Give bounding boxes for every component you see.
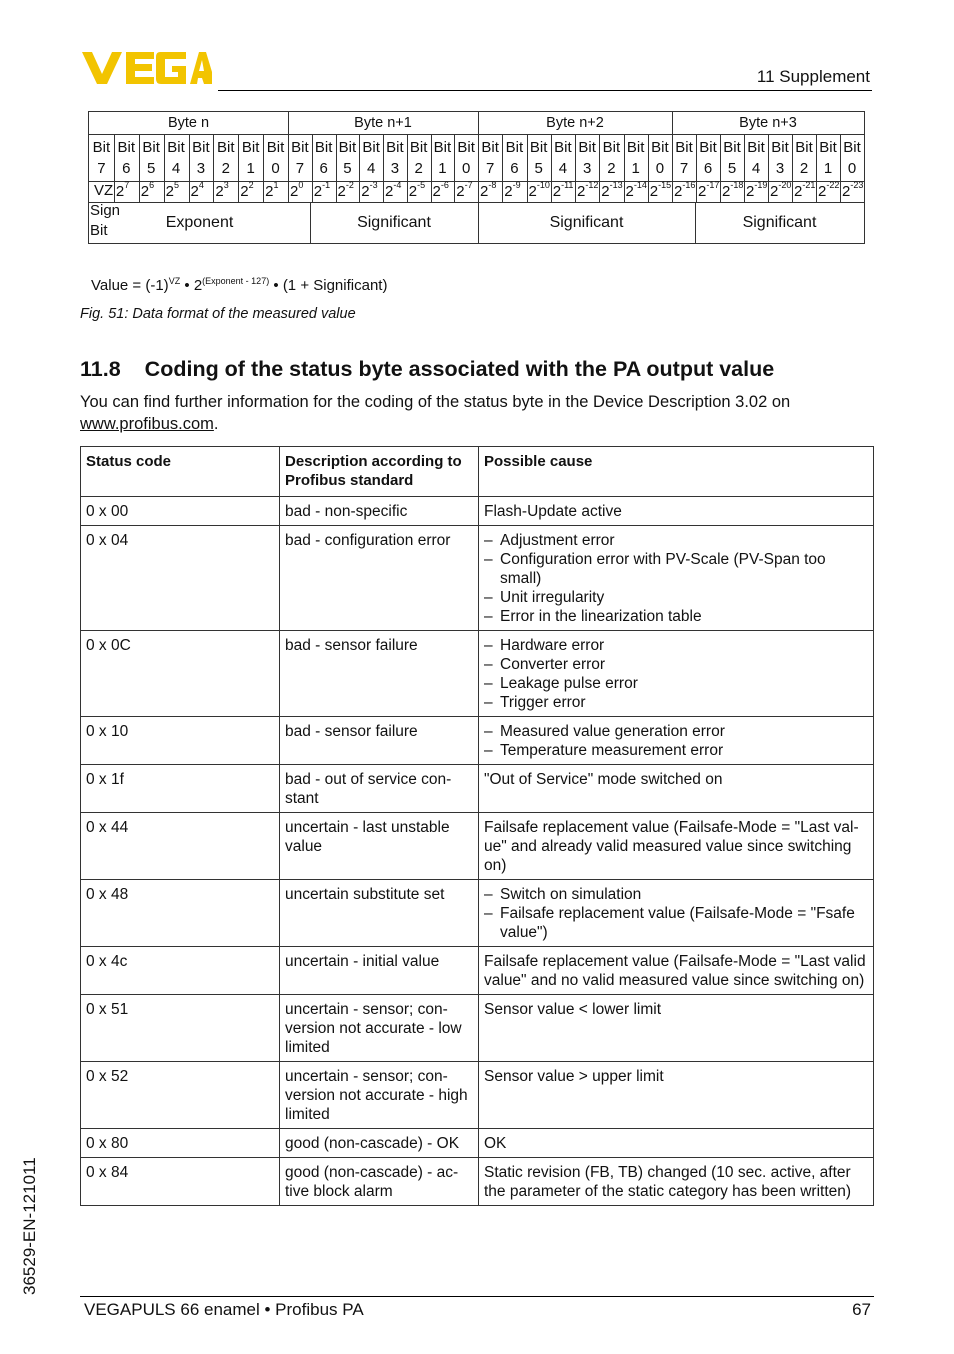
bit-number: 5 bbox=[147, 160, 156, 177]
intro-paragraph bbox=[80, 391, 870, 435]
bit-number: 0 bbox=[461, 160, 471, 177]
bit-number: 3 bbox=[775, 160, 785, 177]
bit-number: 0 bbox=[847, 160, 857, 177]
formula-suffix: (1 + Significant) bbox=[282, 277, 388, 294]
section-number: 11.8 bbox=[80, 357, 121, 381]
bit-label: Bit 0 bbox=[266, 139, 285, 177]
bit-row-rule bbox=[89, 134, 864, 135]
bit-power: $2^{-6}$ bbox=[432, 180, 449, 200]
cause-list bbox=[484, 531, 868, 626]
bit-number: 1 bbox=[246, 160, 255, 177]
bit-label: Bit 2 bbox=[409, 139, 428, 177]
header-rule bbox=[218, 90, 872, 91]
bit-number: 7 bbox=[485, 160, 495, 177]
formula-sup-vz: VZ bbox=[168, 276, 181, 286]
status-code-cell: 0 x 0C bbox=[81, 631, 280, 717]
bit-power: $2^{-19}$ bbox=[746, 180, 768, 200]
field-label: Exponent bbox=[165, 214, 234, 231]
bit-label: Bit 4 bbox=[167, 139, 185, 177]
status-code-cell: 0 x 52 bbox=[81, 1062, 280, 1129]
table-row bbox=[81, 717, 874, 765]
table-row bbox=[81, 1158, 874, 1206]
bit-number: 5 bbox=[534, 160, 543, 177]
cause-list bbox=[484, 885, 868, 942]
bit-number: 4 bbox=[171, 160, 181, 177]
table-row bbox=[81, 880, 874, 947]
bit-number: 3 bbox=[582, 160, 592, 177]
description-cell: bad - out of service con-stant bbox=[280, 765, 479, 813]
bit-label: Bit 7 bbox=[675, 139, 693, 177]
cause-cell: Sensor value < lower limit bbox=[479, 995, 874, 1062]
list-item: – Failsafe replacement value (Failsafe-Mode = "Fsafe value") bbox=[484, 904, 868, 942]
cause-cell: Sensor value > upper limit bbox=[479, 1062, 874, 1129]
vega-logo bbox=[82, 52, 212, 84]
bit-label: Bit 7 bbox=[291, 139, 309, 177]
bit-label: Bit 3 bbox=[578, 139, 596, 177]
table-header-row bbox=[81, 447, 874, 497]
bit-power: $2^0$ bbox=[290, 180, 304, 200]
bit-power: $2^{-21}$ bbox=[794, 180, 816, 200]
bit-power: $2^{-5}$ bbox=[408, 180, 426, 200]
bit-label: Bit 3 bbox=[771, 139, 789, 177]
footer-rule bbox=[80, 1296, 874, 1297]
bit-power: $2^4$ bbox=[190, 180, 204, 200]
table-row bbox=[81, 497, 874, 526]
formula-sup-exp: (Exponent - 127) bbox=[202, 276, 270, 286]
description-cell: uncertain - last unstable value bbox=[280, 813, 479, 880]
description-cell: bad - configuration error bbox=[280, 526, 479, 631]
footer-product: VEGAPULS 66 enamel • Profibus PA bbox=[84, 1300, 364, 1319]
description-cell: uncertain - sensor; con-version not accurate - low limited bbox=[280, 995, 479, 1062]
cause-cell: Failsafe replacement value (Failsafe-Mode = "Last valid value" and no valid measured value since switching on) bbox=[479, 947, 874, 995]
field-label: Significant bbox=[742, 214, 817, 231]
bit-power: $2^{-8}$ bbox=[480, 180, 497, 200]
bit-number: 1 bbox=[438, 160, 447, 177]
byte-header: Byte n+3 bbox=[739, 115, 797, 131]
value-formula bbox=[91, 276, 387, 294]
bit-label: Bit 2 bbox=[602, 139, 621, 177]
bit-number: 1 bbox=[823, 160, 833, 177]
intro-end: . bbox=[213, 415, 219, 433]
bit-number: 2 bbox=[607, 160, 616, 177]
bit-number: 1 bbox=[631, 160, 640, 177]
bit-label: Bit 1 bbox=[626, 139, 645, 177]
bit-number: 7 bbox=[97, 160, 106, 177]
bit-label: Bit 0 bbox=[457, 139, 475, 177]
bit-power: $2^{-22}$ bbox=[818, 180, 840, 200]
table-row bbox=[81, 813, 874, 880]
byte-header: Byte n bbox=[167, 115, 210, 131]
bit-power: $2^{-12}$ bbox=[577, 180, 599, 200]
bit-label: Bit 1 bbox=[819, 139, 837, 177]
description-cell: bad - sensor failure bbox=[280, 631, 479, 717]
bit-power: $2^7$ bbox=[115, 180, 130, 200]
bit-power: $2^{-16}$ bbox=[674, 180, 696, 200]
bit-label: Bit 2 bbox=[795, 139, 813, 177]
status-code-cell: 0 x 80 bbox=[81, 1129, 280, 1158]
bit-number: 4 bbox=[366, 160, 376, 177]
cause-cell: OK bbox=[479, 1129, 874, 1158]
bit-number: 7 bbox=[679, 160, 689, 177]
bit-label: Bit 3 bbox=[192, 139, 210, 177]
bit-power: VZ bbox=[94, 182, 114, 199]
cause-cell: Failsafe replacement value (Failsafe-Mode = "Last val-ue" and already valid measured value since switching on) bbox=[479, 813, 874, 880]
list-item: – Leakage pulse error bbox=[484, 674, 868, 693]
list-item: – Error in the linearization table bbox=[484, 607, 868, 626]
bit-label: Bit 5 bbox=[142, 139, 160, 177]
table-row bbox=[81, 947, 874, 995]
bit-label: Bit 4 bbox=[554, 139, 572, 177]
table-row bbox=[81, 631, 874, 717]
description-cell: good (non-cascade) - ac-tive block alarm bbox=[280, 1158, 479, 1206]
bit-label: Bit 6 bbox=[314, 139, 333, 177]
bit-label: Bit 6 bbox=[505, 139, 524, 177]
bit-number: 6 bbox=[122, 160, 131, 177]
bit-power: $2^{-9}$ bbox=[504, 180, 521, 200]
bit-power: $2^3$ bbox=[215, 180, 229, 200]
bit-power: $2^{-23}$ bbox=[842, 180, 864, 200]
formula-prefix: Value = (-1) bbox=[91, 277, 169, 294]
bit-label: Bit 1 bbox=[433, 139, 452, 177]
bit-label: Bit 5 bbox=[723, 139, 741, 177]
bit-number: 6 bbox=[510, 160, 519, 177]
bit-number: 0 bbox=[271, 160, 280, 177]
bit-power: $2^{-20}$ bbox=[770, 180, 792, 200]
figure-caption: Fig. 51: Data format of the measured value bbox=[80, 306, 356, 322]
table-row bbox=[81, 1129, 874, 1158]
bit-label: Bit 6 bbox=[699, 139, 717, 177]
bit-number: 3 bbox=[390, 160, 400, 177]
bit-number: 5 bbox=[727, 160, 737, 177]
bit-label: Bit 5 bbox=[338, 139, 357, 177]
bit-power: $2^{-4}$ bbox=[385, 180, 402, 200]
table-row bbox=[81, 765, 874, 813]
status-code-table bbox=[80, 446, 874, 1206]
chapter-label: 11 Supplement bbox=[756, 67, 870, 86]
bit-number: 0 bbox=[655, 160, 665, 177]
status-code-cell: 0 x 1f bbox=[81, 765, 280, 813]
description-cell: good (non-cascade) - OK bbox=[280, 1129, 479, 1158]
list-item: – Measured value generation error bbox=[484, 722, 868, 741]
status-code-cell: 0 x 10 bbox=[81, 717, 280, 765]
bit-power: $2^{-10}$ bbox=[528, 180, 550, 200]
status-code-cell: 0 x 51 bbox=[81, 995, 280, 1062]
bit-power: $2^{-2}$ bbox=[337, 180, 354, 200]
list-item: – Trigger error bbox=[484, 693, 868, 712]
bit-power: $2^{-17}$ bbox=[698, 180, 720, 200]
header-status-code: Status code bbox=[81, 447, 280, 497]
status-code-cell: 0 x 00 bbox=[81, 497, 280, 526]
list-item: – Configuration error with PV-Scale (PV-Span too small) bbox=[484, 550, 868, 588]
document-code: 36529-EN-121011 bbox=[20, 1157, 39, 1295]
bit-number: 2 bbox=[414, 160, 423, 177]
field-label: Significant bbox=[357, 214, 431, 231]
status-code-cell: 0 x 48 bbox=[81, 880, 280, 947]
header-possible-cause: Possible cause bbox=[479, 447, 874, 497]
status-code-cell: 0 x 4c bbox=[81, 947, 280, 995]
section-heading bbox=[80, 357, 774, 382]
bit-row-rule bbox=[89, 202, 864, 203]
list-item: – Hardware error bbox=[484, 636, 868, 655]
bit-label: Bit 2 bbox=[217, 139, 235, 177]
list-item: – Adjustment error bbox=[484, 531, 868, 550]
intro-text: You can find further information for the coding of the status byte in the Device Description 3.02 on bbox=[80, 393, 791, 411]
bit-power: $2^{-18}$ bbox=[722, 180, 744, 200]
profibus-link[interactable]: www.profibus.com bbox=[80, 415, 214, 433]
bit-number: 2 bbox=[799, 160, 809, 177]
status-code-cell: 0 x 04 bbox=[81, 526, 280, 631]
bit-number: 7 bbox=[295, 160, 305, 177]
bit-power: $2^{-15}$ bbox=[649, 180, 672, 200]
description-cell: uncertain substitute set bbox=[280, 880, 479, 947]
table-row bbox=[81, 526, 874, 631]
bit-number: 2 bbox=[221, 160, 230, 177]
bit-number: 5 bbox=[343, 160, 352, 177]
formula-two: 2 bbox=[193, 277, 203, 294]
bit-label: Bit 7 bbox=[92, 139, 111, 177]
cause-cell: "Out of Service" mode switched on bbox=[479, 765, 874, 813]
description-cell: uncertain - initial value bbox=[280, 947, 479, 995]
bit-power: $2^5$ bbox=[165, 180, 179, 200]
formula-dot: • bbox=[184, 277, 190, 294]
bit-label: Bit 1 bbox=[241, 139, 260, 177]
list-item: – Switch on simulation bbox=[484, 885, 868, 904]
field-label: Significant bbox=[549, 214, 624, 231]
bit-number: 6 bbox=[319, 160, 328, 177]
byte-header: Byte n+2 bbox=[546, 115, 604, 131]
table-row bbox=[81, 1062, 874, 1129]
bit-label: Bit 7 bbox=[481, 139, 499, 177]
table-row bbox=[81, 995, 874, 1062]
description-cell: uncertain - sensor; con-version not accurate - high limited bbox=[280, 1062, 479, 1129]
description-cell: bad - non-specific bbox=[280, 497, 479, 526]
bit-power: $2^{-13}$ bbox=[601, 180, 623, 200]
bit-number: 4 bbox=[558, 160, 568, 177]
bit-power: $2^{-14}$ bbox=[625, 180, 647, 200]
status-code-cell: 0 x 44 bbox=[81, 813, 280, 880]
list-item: – Unit irregularity bbox=[484, 588, 868, 607]
byte-header: Byte n+1 bbox=[354, 115, 412, 131]
list-item: – Converter error bbox=[484, 655, 868, 674]
cause-cell bbox=[479, 717, 874, 765]
bit-label: Bit 0 bbox=[651, 139, 669, 177]
bit-power: $2^6$ bbox=[140, 180, 155, 200]
bit-label: Bit 0 bbox=[843, 139, 861, 177]
description-cell: bad - sensor failure bbox=[280, 717, 479, 765]
bit-power: $2^{-7}$ bbox=[456, 180, 473, 200]
cause-cell: Static revision (FB, TB) changed (10 sec. active, after the parameter of the static category has been written) bbox=[479, 1158, 874, 1206]
cause-cell bbox=[479, 880, 874, 947]
bit-number: 6 bbox=[703, 160, 713, 177]
bit-power: $2^2$ bbox=[240, 180, 254, 200]
list-item: – Temperature measurement error bbox=[484, 741, 868, 760]
bit-power: $2^{-1}$ bbox=[313, 180, 331, 200]
bit-number: 4 bbox=[751, 160, 761, 177]
status-code-cell: 0 x 84 bbox=[81, 1158, 280, 1206]
bit-number: 3 bbox=[196, 160, 206, 177]
cause-list bbox=[484, 722, 868, 760]
bit-label: Bit 4 bbox=[362, 139, 380, 177]
header-description: Description according to Profibus standard bbox=[280, 447, 479, 497]
bit-label: Bit 4 bbox=[747, 139, 765, 177]
section-title: Coding of the status byte associated with the PA output value bbox=[144, 357, 775, 381]
bit-power: $2^{-3}$ bbox=[361, 180, 378, 200]
bit-power: $2^1$ bbox=[265, 180, 279, 200]
cause-cell bbox=[479, 631, 874, 717]
bit-format-table bbox=[88, 111, 865, 244]
cause-list bbox=[484, 636, 868, 712]
cause-cell: Flash-Update active bbox=[479, 497, 874, 526]
bit-label: Bit 3 bbox=[386, 139, 404, 177]
bit-label: Bit 6 bbox=[117, 139, 136, 177]
page-number: 67 bbox=[852, 1300, 871, 1319]
cause-cell bbox=[479, 526, 874, 631]
bit-label: Bit 5 bbox=[529, 139, 548, 177]
formula-dot-2: • bbox=[273, 277, 279, 294]
bit-power: $2^{-11}$ bbox=[552, 180, 574, 200]
sign-bit-label: Sign Bit bbox=[90, 202, 121, 239]
